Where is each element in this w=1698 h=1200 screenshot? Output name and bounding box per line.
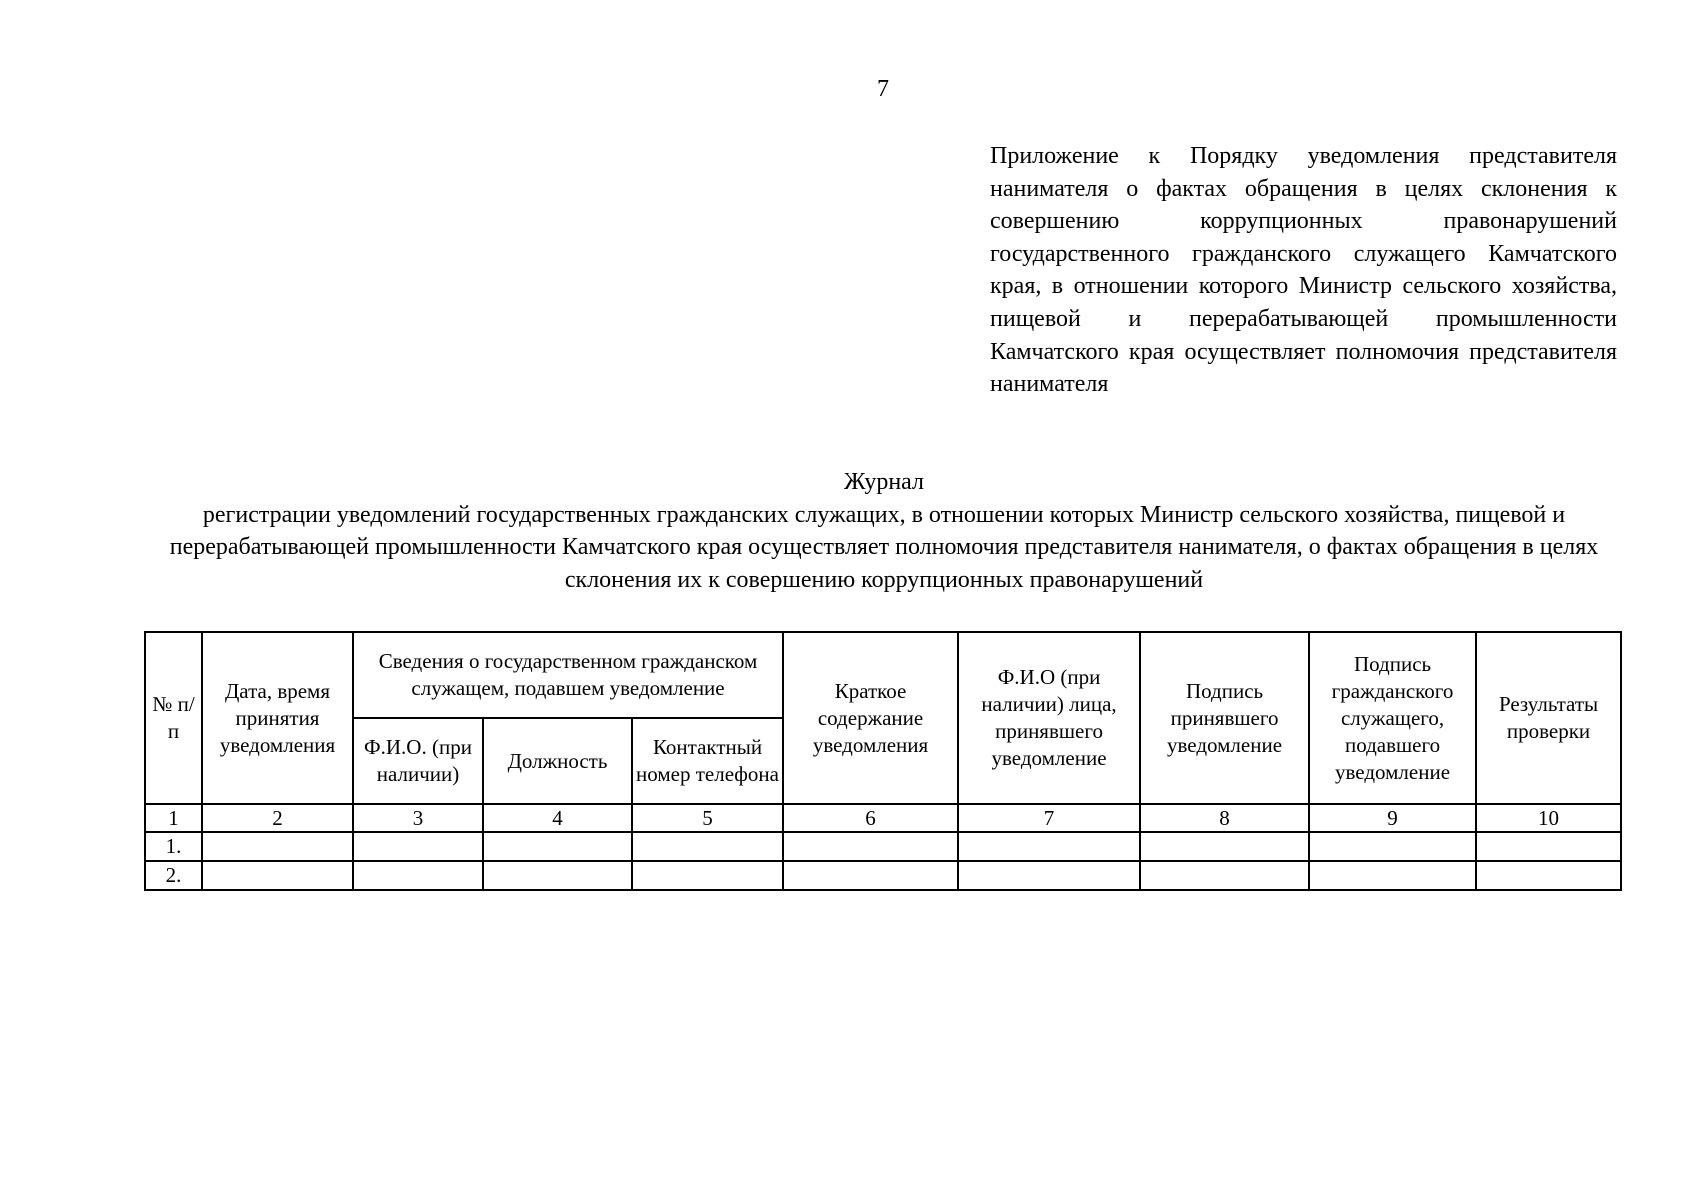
header-receiver-fio: Ф.И.О (при наличии) лица, принявшего уведомление [958,632,1140,804]
table-cell [783,832,958,861]
column-number: 9 [1309,804,1476,832]
header-fio: Ф.И.О. (при наличии) [353,718,483,804]
journal-subtitle: регистрации уведомлений государственных гражданских служащих, в отношении которых Министр сельского хозяйства, пищевой и перерабатывающей промышленности Камчатского края осуществляет полномочия представителя нанимателя, о фактах обращения в целях склонения их к совершению коррупционных правонарушений [169,501,1599,593]
table-cell [632,861,783,890]
column-number: 2 [202,804,353,832]
row-number: 1. [145,832,202,861]
table-cell [202,832,353,861]
table-cell [958,832,1140,861]
table-cell [958,861,1140,890]
journal-title: Журнал [843,469,924,495]
table-cell [483,832,632,861]
column-number: 1 [145,804,202,832]
table-cell [1476,832,1621,861]
header-date-time: Дата, время принятия уведомления [202,632,353,804]
header-receiver-signature: Подпись принявшего уведомление [1140,632,1309,804]
header-phone: Контактный номер телефона [632,718,783,804]
table-cell [1140,832,1309,861]
journal-title-block [150,466,1618,596]
column-number: 8 [1140,804,1309,832]
table-cell [1309,861,1476,890]
column-number: 7 [958,804,1140,832]
column-number: 3 [353,804,483,832]
header-servant-info: Сведения о государственном гражданском служащем, подавшем уведомление [353,632,783,718]
column-number-row [145,804,1621,832]
table-cell [1140,861,1309,890]
column-number: 6 [783,804,958,832]
header-num: № п/п [145,632,202,804]
row-number: 2. [145,861,202,890]
appendix-text: Приложение к Порядку уведомления представителя нанимателя о фактах обращения в целях склонения к совершению коррупционных правонарушений государственного гражданского служащего Камчатского края, в отношении которого Министр сельского хозяйства, пищевой и перерабатывающей промышленности Камчатского края осуществляет полномочия представителя нанимателя [990,143,1617,398]
table-row [145,861,1621,890]
column-number: 10 [1476,804,1621,832]
table-row [145,832,1621,861]
table-cell [1476,861,1621,890]
column-number: 5 [632,804,783,832]
table-cell [353,832,483,861]
header-position: Должность [483,718,632,804]
table-cell [1309,832,1476,861]
table-cell [632,832,783,861]
table-cell [202,861,353,890]
header-results: Результаты проверки [1476,632,1621,804]
table-cell [353,861,483,890]
page-number: 7 [877,76,889,102]
header-servant-signature: Подпись гражданского служащего, подавшего уведомление [1309,632,1476,804]
column-number: 4 [483,804,632,832]
table-cell [483,861,632,890]
table-cell [783,861,958,890]
journal-table [144,631,1622,891]
header-summary: Краткое содержание уведомления [783,632,958,804]
